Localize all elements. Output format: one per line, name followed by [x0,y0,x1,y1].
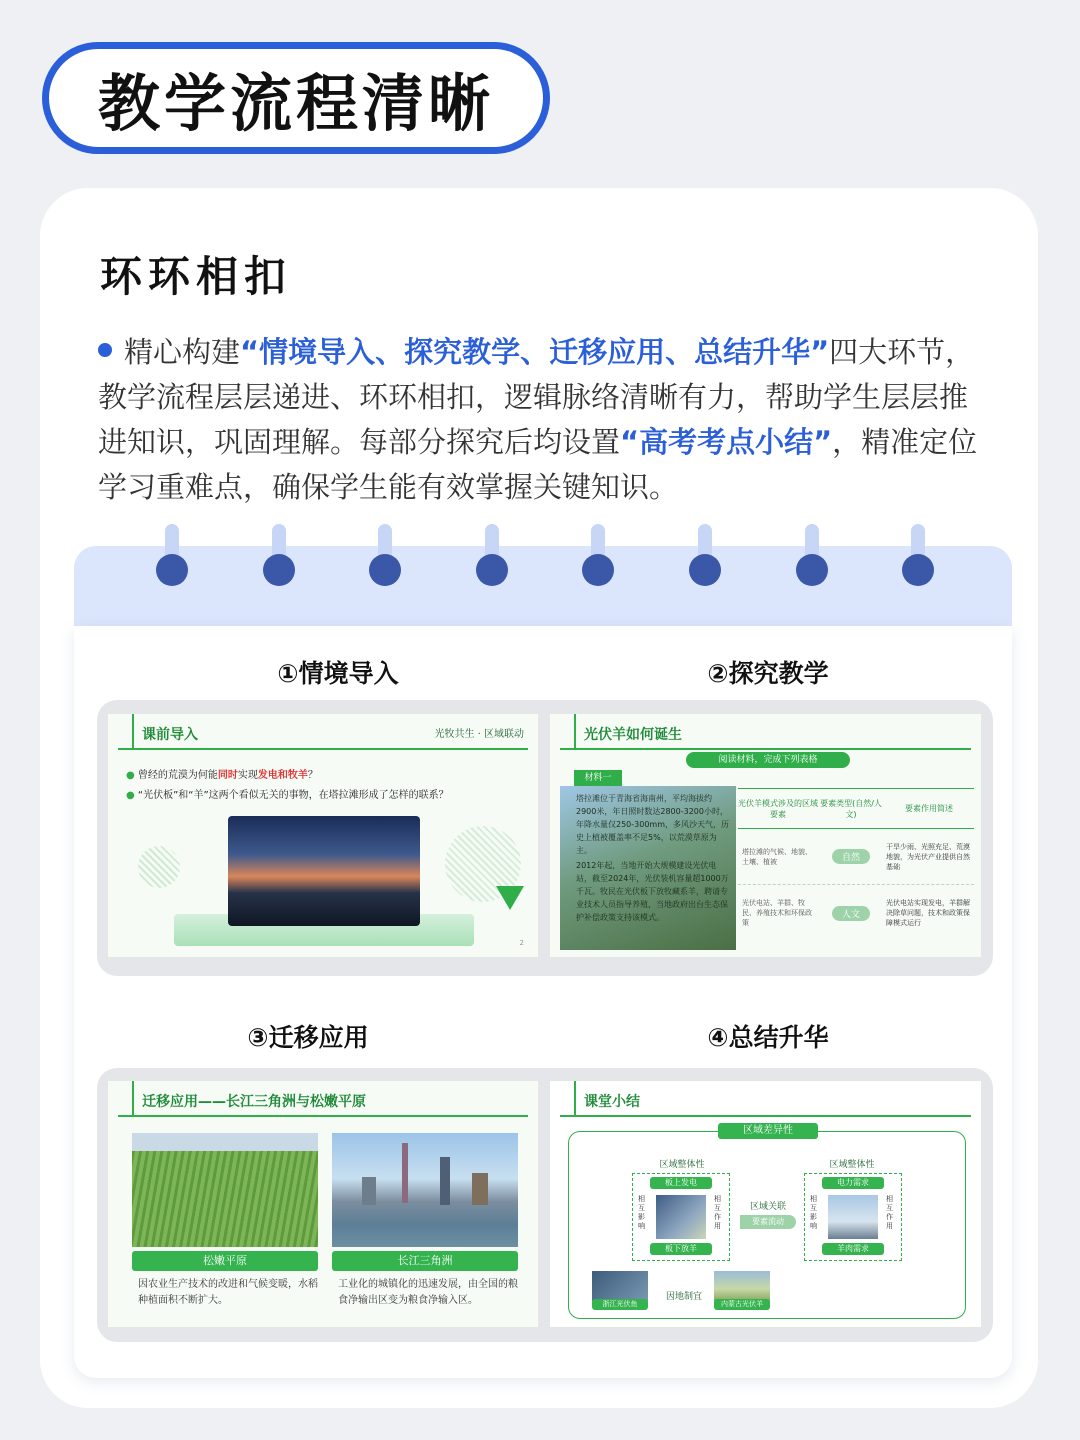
slide-inquiry [549,713,982,958]
material-box [560,786,736,950]
table [738,788,974,941]
slide-heading [560,1089,971,1117]
section-heading: 环环相扣 [100,252,293,301]
caption-text: 因农业生产技术的改进和气候变暖，水稻种植面积不断扩大。 [138,1279,318,1306]
binder-ring-icon [475,524,509,588]
material-text: 2012年起，当地开始大规模建设光伏电站，截至2024年，光伏装机容量超1000万千瓦。牧民在光伏板下放牧藏系羊，聘请专业技术人员指导养殖，当地政府出台生态保护补偿政策支持该模式。 [576,861,729,922]
slide-transfer [107,1080,539,1328]
binder-ring-icon [155,524,189,588]
slide-summary: 课堂小结 区域差异性 区域整体性 板上发电 板下放羊 相互影响 相互作用 区域关联 要素流动 区域整体性 电力需求 羊肉需求 相互影响 相互作用 因地制宜 浙江光伏鱼 内蒙古光伏羊 [549,1080,982,1328]
list-item: ● 曾经的荒漠为何能同时实现发电和牧羊？ [126,770,318,781]
slide-heading [118,1089,528,1117]
slide-title: 课堂小结 [584,1094,640,1110]
diagram-node-top: 区域差异性 [718,1123,818,1139]
binder-ring-icon [581,524,615,588]
binder-ring-icon [368,524,402,588]
diagram-title: 区域整体性 [829,1160,875,1170]
slide-title: 课前导入 [142,727,198,743]
page-title-pill [42,42,550,154]
diagram-arrow: 要素流动 [740,1215,796,1229]
table-row: 光伏电站、羊群、牧民、养殖技术和环保政策 人文 光伏电站实现发电，羊群解决除草问题，技术和政策保障模式运行 [742,899,970,927]
binder-ring-icon [795,524,829,588]
diagram-node: 板上发电 [650,1177,712,1189]
intro-highlight-2: “高考考点小结” [620,425,833,459]
caption-text: 工业化的城镇化的迅速发展，由全国的粮食净输出区变为粮食净输入区。 [338,1279,518,1306]
intro-text-3: ，精准定位学习重难点，确保学生能有效掌握关键知识。 [98,425,978,504]
image-caption: 松嫩平原 [132,1251,318,1271]
type-badge: 自然 [832,849,870,864]
diagram-node: 板下放羊 [650,1243,712,1255]
decor-circle [138,846,180,888]
city-skyline-image [332,1133,518,1247]
diagram-title: 区域整体性 [659,1160,705,1170]
page-title: 教学流程清晰 [97,66,494,140]
solar-panel-image [656,1195,706,1239]
question-list [126,766,528,806]
triangle-icon [496,886,524,910]
instruction-banner: 阅读材料，完成下列表格 [686,752,850,768]
sheep-image [714,1271,770,1301]
step-label-1: ①情境导入 [277,659,399,688]
slide-heading [118,722,528,750]
bullet-dot-icon [98,343,112,357]
step-label-4: ④总结升华 [707,1023,829,1052]
sunset-video-image[interactable] [228,816,420,926]
step-label-3: ③迁移应用 [247,1023,369,1052]
farmland-image [132,1133,318,1247]
fish-solar-image [592,1271,648,1301]
list-item: ● “光伏板”和“羊”这两个看似无关的事物，在塔拉滩形成了怎样的联系？ [126,790,449,801]
binder-ring-icon [901,524,935,588]
diagram-node: 电力需求 [822,1177,884,1189]
page-number: 2 [519,939,524,947]
city-image [828,1195,878,1239]
slide-tag: 光牧共生 · 区域联动 [434,729,524,740]
image-caption: 内蒙古光伏羊 [714,1299,770,1310]
binder-ring-icon [262,524,296,588]
material-text: 塔拉滩位于青海省海南州，平均海拔约2900米，年日照时数达2800-3200小时，年降水量仅250-300mm，多风沙天气，历史上植被覆盖率不足5%，以荒漠草原为主。 [576,794,730,855]
intro-paragraph [98,330,988,510]
image-caption: 长江三角洲 [332,1251,518,1271]
notebook-header [74,546,1012,628]
slide-title: 迁移应用——长江三角洲与松嫩平原 [142,1094,366,1110]
material-tag: 材料一 [574,770,622,786]
intro-text-1: 精心构建 [124,335,241,369]
diagram-title: 因地制宜 [665,1292,702,1302]
table-header-row: 光伏羊模式涉及的区域要素 要素类型(自然/人文) 要素作用简述 [738,789,974,829]
image-caption: 浙江光伏鱼 [592,1299,648,1310]
slide-title: 光伏羊如何诞生 [584,727,682,743]
diagram-node: 羊肉需求 [822,1243,884,1255]
slide-heading [560,722,971,750]
step-label-2: ②探究教学 [707,659,829,688]
intro-highlight-1: “情境导入、探究教学、迁移应用、总结升华” [240,335,830,369]
intro-text-2: 四大环节，教学流程层层递进、环环相扣，逻辑脉络清晰有力，帮助学生层层推进知识，巩固理解。每部分探究后均设置 [98,335,975,459]
slide-context-intro [107,713,539,958]
diagram-title: 区域关联 [749,1202,786,1212]
binder-ring-icon [688,524,722,588]
type-badge: 人文 [832,906,870,921]
table-row: 塔拉滩的气候、地貌、土壤、植被 自然 干旱少雨、光照充足、荒漠地貌，为光伏产业提供自然基础 [738,829,974,885]
